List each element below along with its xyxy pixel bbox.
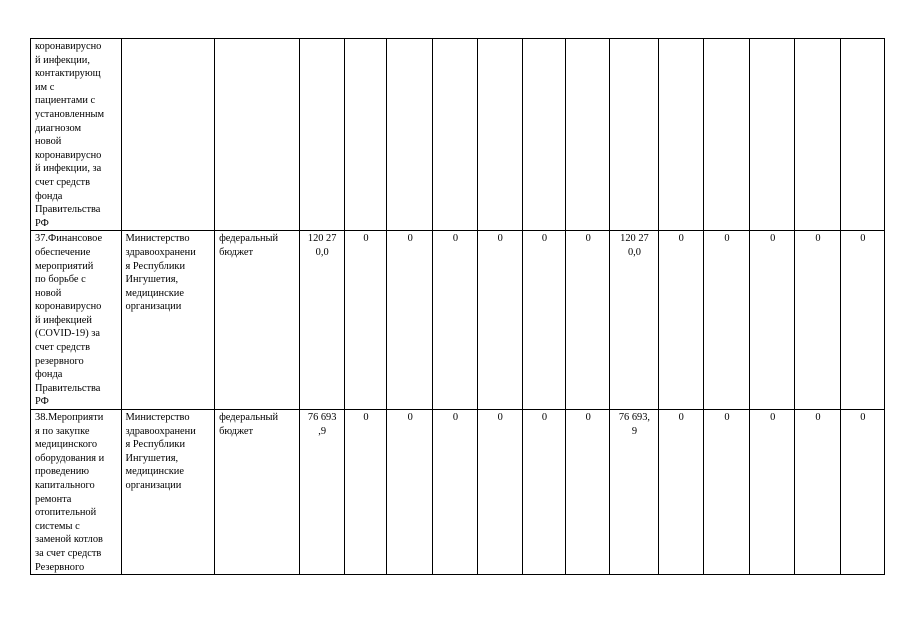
- value-cell: 0: [433, 410, 477, 575]
- value-cell: [387, 39, 433, 231]
- value-cell: [610, 39, 658, 231]
- value-cell: 0: [522, 231, 565, 410]
- executor-cell: Министерство здравоохранени я Республики Ингушетия, медицинские организации: [121, 231, 215, 410]
- value-cell: 0: [795, 231, 840, 410]
- value-cell: 0: [433, 231, 477, 410]
- value-cell: 0: [387, 231, 433, 410]
- value-cell: 0: [566, 231, 610, 410]
- value-cell: 0: [477, 231, 522, 410]
- total-cell: 120 27 0,0: [299, 231, 344, 410]
- value-cell: 0: [566, 410, 610, 575]
- measure-name-cell: 37.Финансовое обеспечение мероприятий по борьбе с новой коронавирусно й инфекцией (COVID-19) за счет средств резервного фонда Правительства РФ: [31, 231, 122, 410]
- value-cell: [658, 39, 703, 231]
- value-cell: [433, 39, 477, 231]
- funding-source-cell: федеральный бюджет: [215, 410, 299, 575]
- value-cell: 0: [703, 410, 749, 575]
- value-cell: 0: [477, 410, 522, 575]
- value-cell: 0: [840, 410, 884, 575]
- value-cell: 0: [522, 410, 565, 575]
- value-cell: [703, 39, 749, 231]
- value-cell: 120 27 0,0: [610, 231, 658, 410]
- total-cell: [299, 39, 344, 231]
- value-cell: 0: [658, 231, 703, 410]
- table-row: [31, 39, 885, 231]
- value-cell: 0: [750, 410, 795, 575]
- measure-name-cell: коронавирусно й инфекции, контактирующ им с пациентами с установленным диагнозом новой коронавирусно й инфекции, за счет средств фонда Правительства РФ: [31, 39, 122, 231]
- value-cell: 0: [344, 410, 386, 575]
- value-cell: [566, 39, 610, 231]
- value-cell: 0: [703, 231, 749, 410]
- table-row: [31, 231, 885, 410]
- budget-table: [30, 38, 885, 575]
- value-cell: 0: [750, 231, 795, 410]
- value-cell: [795, 39, 840, 231]
- value-cell: 0: [840, 231, 884, 410]
- value-cell: [344, 39, 386, 231]
- value-cell: [522, 39, 565, 231]
- value-cell: 76 693, 9: [610, 410, 658, 575]
- total-cell: 76 693 ,9: [299, 410, 344, 575]
- funding-source-cell: федеральный бюджет: [215, 231, 299, 410]
- executor-cell: Министерство здравоохранени я Республики Ингушетия, медицинские организации: [121, 410, 215, 575]
- value-cell: 0: [658, 410, 703, 575]
- funding-source-cell: [215, 39, 299, 231]
- measure-name-cell: 38.Мероприяти я по закупке медицинского оборудования и проведению капитального ремонта отопительной системы с заменой котлов за счет средств Резервного: [31, 410, 122, 575]
- value-cell: 0: [387, 410, 433, 575]
- value-cell: [477, 39, 522, 231]
- executor-cell: [121, 39, 215, 231]
- value-cell: 0: [344, 231, 386, 410]
- value-cell: [840, 39, 884, 231]
- table-row: [31, 410, 885, 575]
- value-cell: 0: [795, 410, 840, 575]
- value-cell: [750, 39, 795, 231]
